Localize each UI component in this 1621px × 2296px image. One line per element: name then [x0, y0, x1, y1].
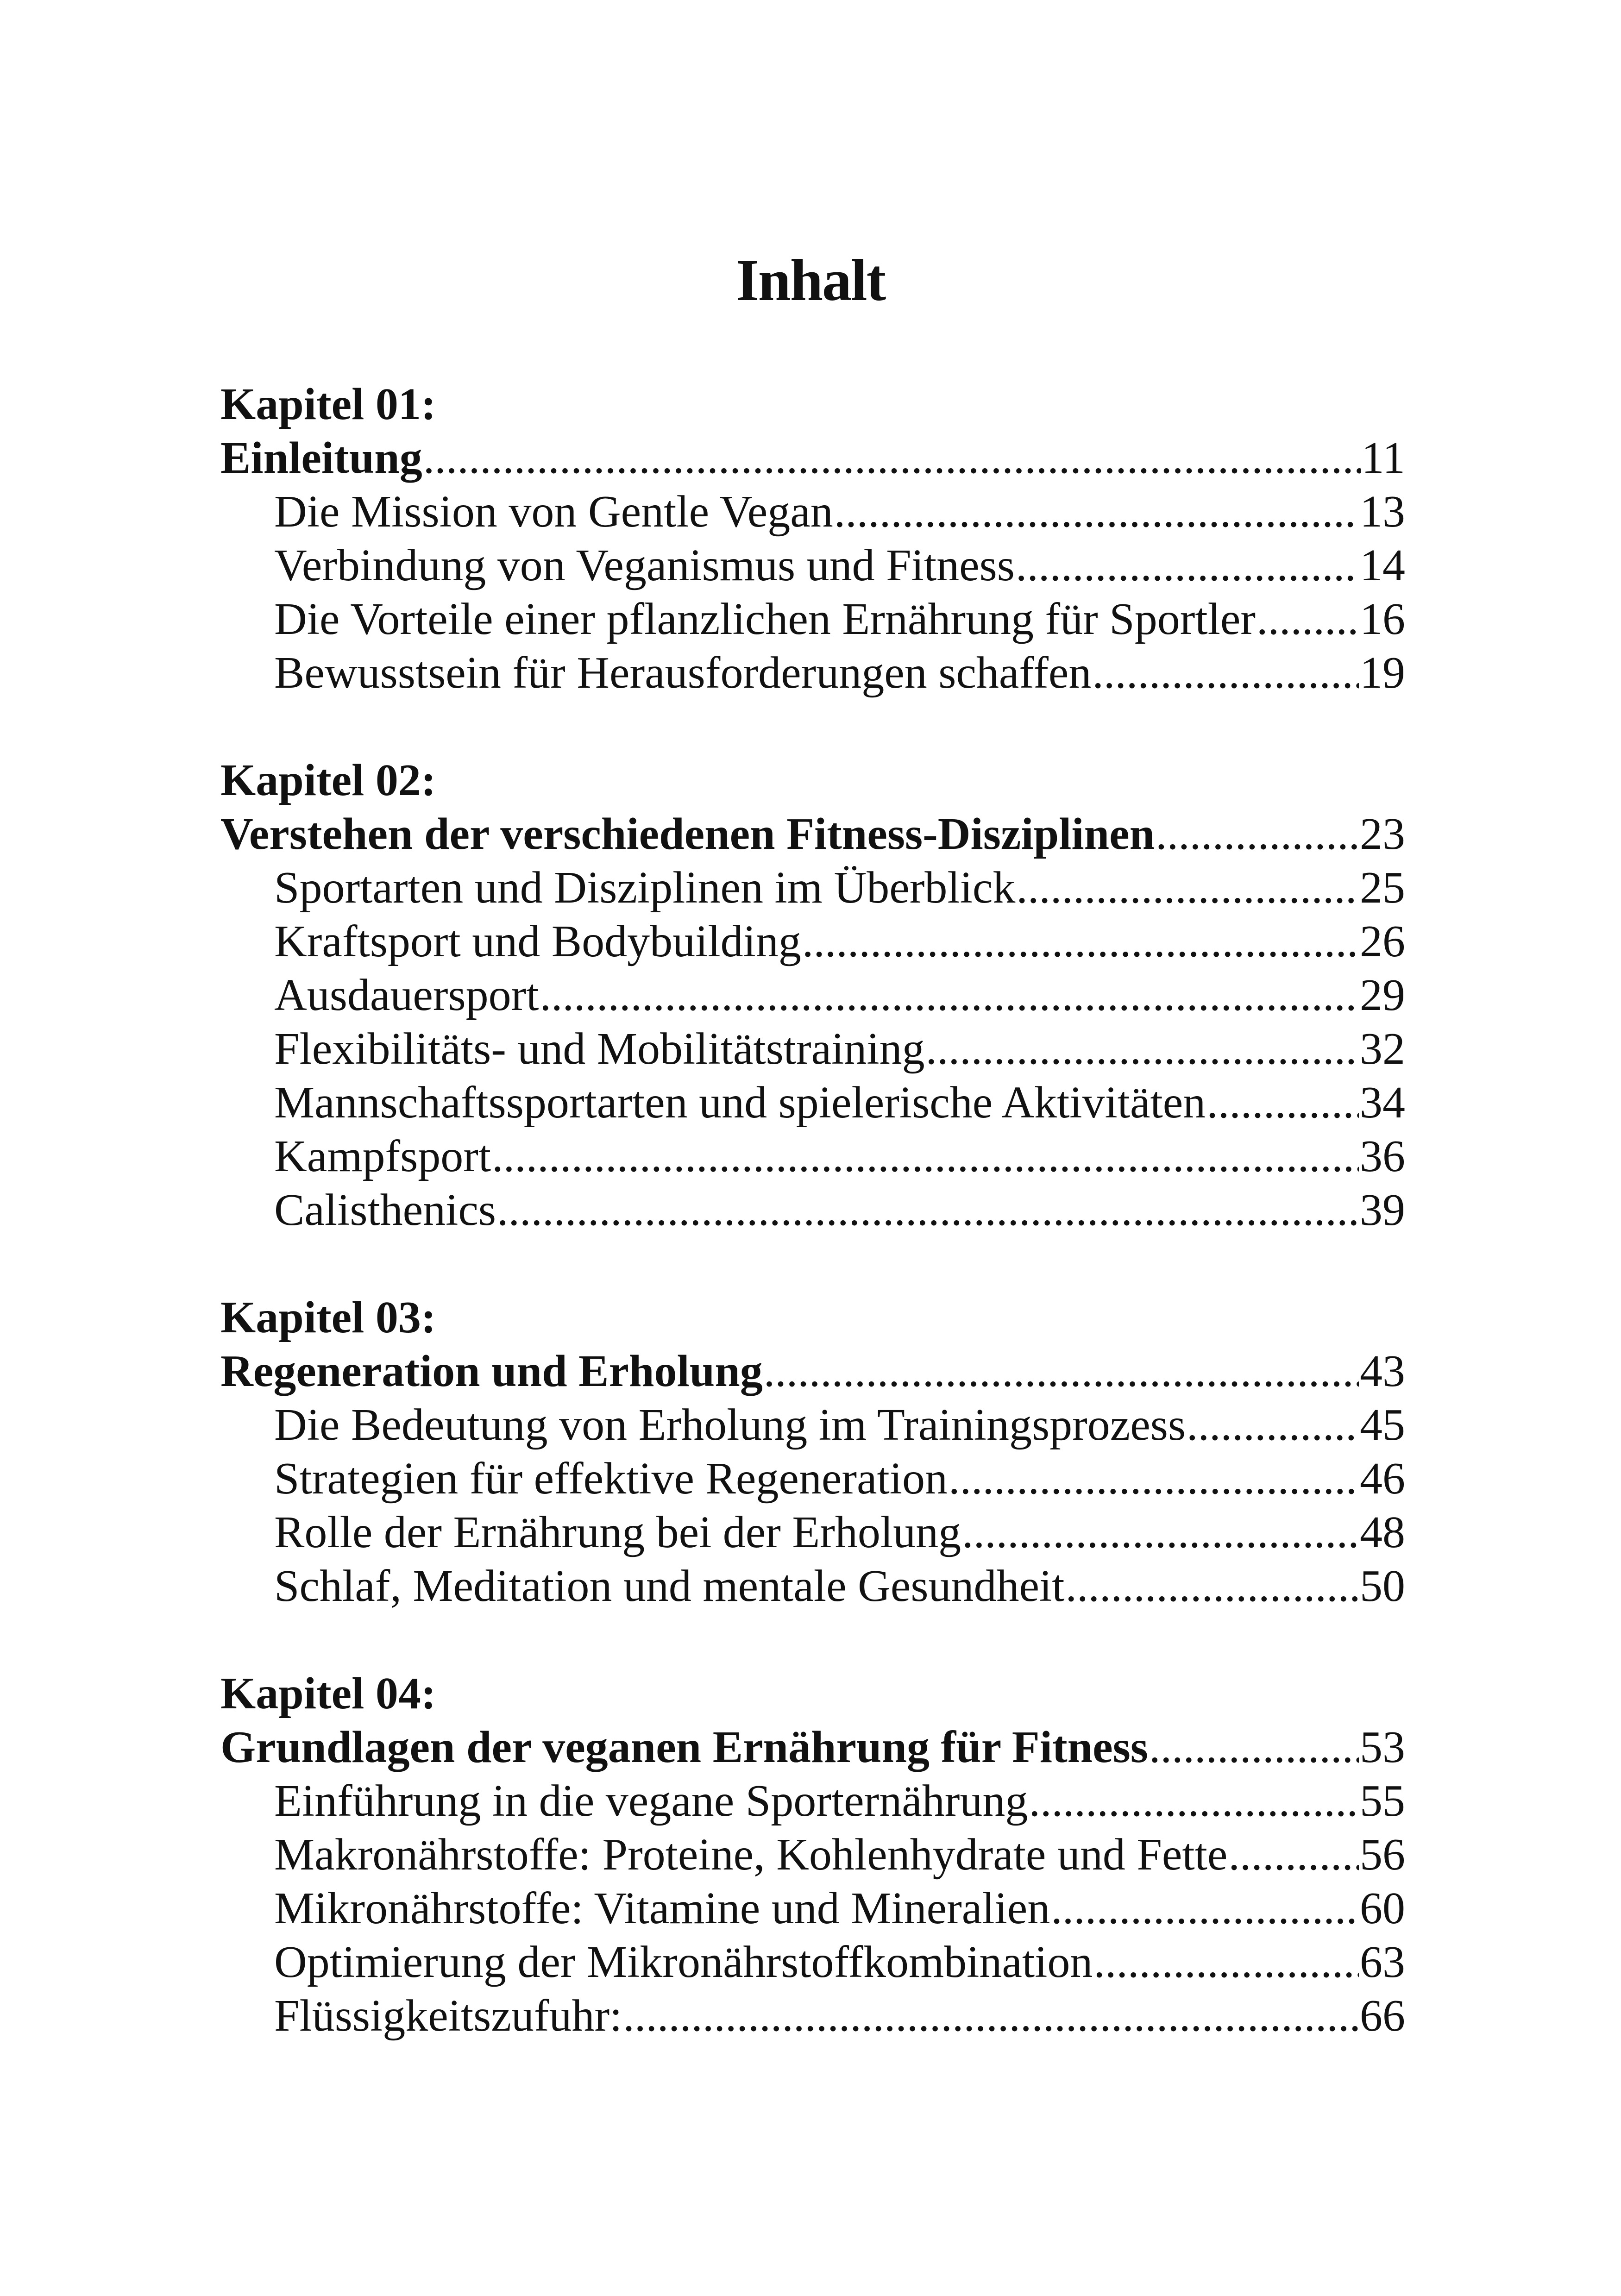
dot-leader [802, 915, 1359, 968]
section-entry[interactable] [220, 915, 1405, 968]
entry-title: Grundlagen der veganen Ernährung für Fitness [220, 1722, 1148, 1772]
dot-leader [949, 1452, 1359, 1506]
chapter-title-entry[interactable] [220, 807, 1405, 861]
entry-title: Die Mission von Gentle Vegan [274, 487, 833, 537]
dot-leader [1228, 1828, 1359, 1882]
dot-leader [1187, 1398, 1359, 1452]
chapter-title-entry[interactable] [220, 431, 1405, 485]
chapter-label: Kapitel 03: [220, 1292, 436, 1342]
section-entry[interactable] [220, 1129, 1405, 1183]
page-number: 36 [1360, 1131, 1405, 1181]
section-entry[interactable] [220, 1398, 1405, 1452]
page-number: 50 [1360, 1561, 1405, 1611]
section-entry[interactable] [220, 1774, 1405, 1828]
entry-title: Mikronährstoffe: Vitamine und Mineralien [274, 1883, 1050, 1933]
section-entry[interactable] [220, 592, 1405, 646]
dot-leader [540, 968, 1359, 1022]
dot-leader [764, 1344, 1359, 1398]
dot-leader [1016, 861, 1359, 915]
page-number: 13 [1360, 487, 1405, 537]
dot-leader [1029, 1774, 1359, 1828]
section-entry[interactable] [220, 1452, 1405, 1506]
dot-leader [1093, 1935, 1359, 1989]
dot-leader [1092, 646, 1359, 700]
entry-title: Optimierung der Mikronährstoffkombination [274, 1937, 1093, 1987]
page-number: 29 [1360, 970, 1405, 1020]
entry-title: Die Bedeutung von Erholung im Trainingsprozess [274, 1400, 1186, 1450]
entry-title: Verbindung von Veganismus und Fitness [274, 540, 1015, 590]
page-number: 19 [1360, 648, 1405, 698]
section-entry[interactable] [220, 1183, 1405, 1237]
chapter-02 [220, 753, 1405, 1237]
page-number: 63 [1360, 1937, 1405, 1987]
section-entry[interactable] [220, 1559, 1405, 1613]
entry-title: Calisthenics [274, 1185, 496, 1235]
entry-title: Flexibilitäts- und Mobilitätstraining [274, 1024, 925, 1074]
page-number: 34 [1360, 1078, 1405, 1128]
section-entry[interactable] [220, 1935, 1405, 1989]
section-entry[interactable] [220, 485, 1405, 539]
entry-title: Strategien für effektive Regeneration [274, 1454, 948, 1504]
page-number: 39 [1360, 1185, 1405, 1235]
entry-title: Ausdauersport [274, 970, 539, 1020]
dot-leader [1206, 1076, 1359, 1129]
page-number: 60 [1360, 1883, 1405, 1933]
page-number: 26 [1360, 916, 1405, 966]
dot-leader [962, 1506, 1359, 1559]
entry-title: Schlaf, Meditation und mentale Gesundheit [274, 1561, 1065, 1611]
section-entry[interactable] [220, 1076, 1405, 1129]
entry-title: Regeneration und Erholung [220, 1346, 763, 1396]
entry-title: Bewusstsein für Herausforderungen schaffen [274, 648, 1092, 698]
entry-title: Makronährstoffe: Proteine, Kohlenhydrate und Fette [274, 1830, 1228, 1880]
section-entry[interactable] [220, 646, 1405, 700]
page-number: 32 [1360, 1024, 1405, 1074]
entry-title: Einführung in die vegane Sporternährung [274, 1776, 1028, 1826]
dot-leader [1016, 539, 1359, 592]
section-entry[interactable] [220, 1882, 1405, 1935]
entry-title: Kampfsport [274, 1131, 491, 1181]
dot-leader [1257, 592, 1359, 646]
entry-title: Flüssigkeitszufuhr: [274, 1991, 622, 2041]
page-number: 43 [1360, 1346, 1405, 1396]
dot-leader [1065, 1559, 1359, 1613]
page-number: 23 [1360, 809, 1405, 859]
page-number: 56 [1360, 1830, 1405, 1880]
page-number: 45 [1360, 1400, 1405, 1450]
chapter-title-entry[interactable] [220, 1344, 1405, 1398]
chapter-title-entry[interactable] [220, 1720, 1405, 1774]
chapter-label: Kapitel 02: [220, 755, 436, 805]
page-number: 55 [1360, 1776, 1405, 1826]
entry-title: Rolle der Ernährung bei der Erholung [274, 1507, 961, 1557]
chapter-03 [220, 1291, 1405, 1613]
chapter-01 [220, 377, 1405, 700]
dot-leader [834, 485, 1359, 539]
entry-title: Sportarten und Disziplinen im Überblick [274, 863, 1016, 913]
dot-leader [497, 1183, 1359, 1237]
chapter-label: Kapitel 01: [220, 379, 436, 429]
section-entry[interactable] [220, 1022, 1405, 1076]
chapter-label: Kapitel 04: [220, 1669, 436, 1719]
dot-leader [623, 1989, 1359, 2043]
entry-title: Kraftsport und Bodybuilding [274, 916, 801, 966]
section-entry[interactable] [220, 1989, 1405, 2043]
section-entry[interactable] [220, 1828, 1405, 1882]
section-entry[interactable] [220, 861, 1405, 915]
entry-title: Einleitung [220, 433, 422, 483]
chapter-04 [220, 1667, 1405, 2043]
dot-leader [492, 1129, 1359, 1183]
page-number: 25 [1360, 863, 1405, 913]
page-number: 48 [1360, 1507, 1405, 1557]
page-number: 11 [1361, 433, 1405, 483]
page-number: 53 [1360, 1722, 1405, 1772]
dot-leader [423, 431, 1361, 485]
dot-leader [1156, 807, 1359, 861]
page-number: 66 [1360, 1991, 1405, 2041]
table-of-contents [220, 377, 1405, 2096]
section-entry[interactable] [220, 539, 1405, 592]
dot-leader [1051, 1882, 1359, 1935]
dot-leader [1149, 1720, 1359, 1774]
page-number: 16 [1360, 594, 1405, 644]
section-entry[interactable] [220, 1506, 1405, 1559]
page-number: 14 [1360, 540, 1405, 590]
dot-leader [926, 1022, 1359, 1076]
page-title: Inhalt [735, 247, 886, 313]
entry-title: Die Vorteile einer pflanzlichen Ernährung für Sportler [274, 594, 1256, 644]
entry-title: Mannschaftssportarten und spielerische Aktivitäten [274, 1078, 1206, 1128]
section-entry[interactable] [220, 968, 1405, 1022]
entry-title: Verstehen der verschiedenen Fitness-Disziplinen [220, 809, 1155, 859]
page-number: 46 [1360, 1454, 1405, 1504]
